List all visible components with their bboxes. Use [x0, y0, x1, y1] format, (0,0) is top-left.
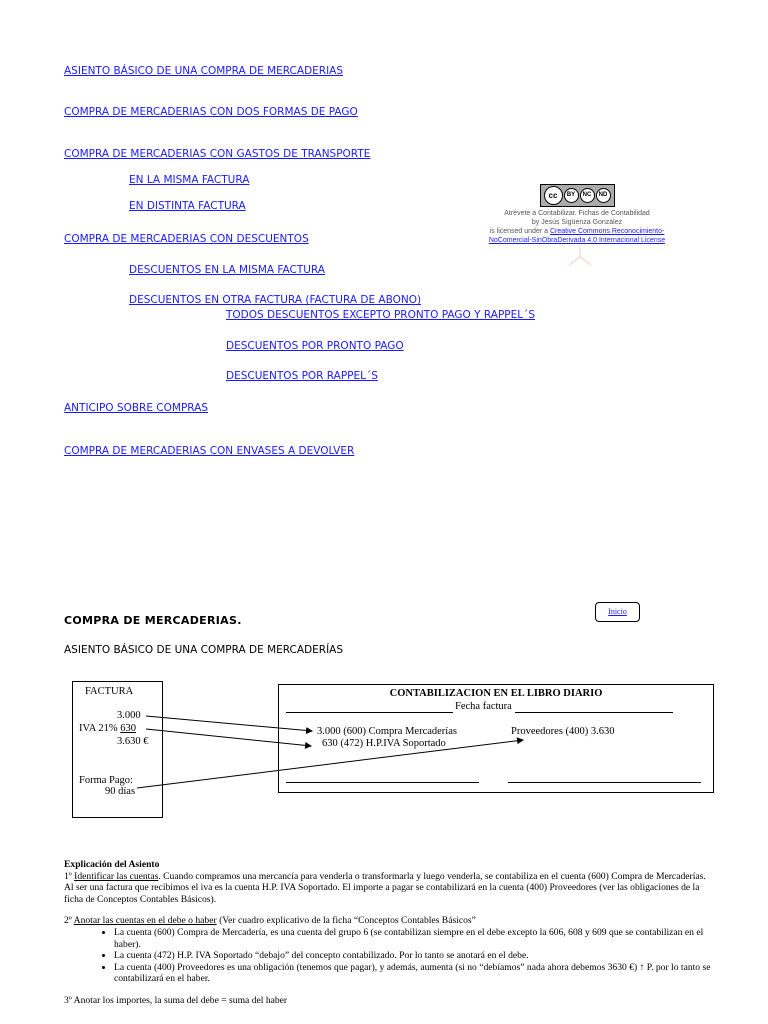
nc-icon: NC: [580, 188, 595, 203]
toc-link-dos-formas-pago[interactable]: COMPRA DE MERCADERIAS CON DOS FORMAS DE PAGO: [64, 106, 358, 118]
arrow-base-to-compras: [146, 716, 312, 731]
toc-link-asiento-basico[interactable]: ASIENTO BÁSICO DE UNA COMPRA DE MERCADERIAS: [64, 65, 344, 77]
explanation-step-2: [64, 915, 714, 927]
diario-title: CONTABILIZACION EN EL LIBRO DIARIO: [389, 688, 603, 699]
step-1-heading: Identificar las cuentas: [74, 870, 159, 882]
toc-link-gastos-transporte[interactable]: COMPRA DE MERCADERIAS CON GASTOS DE TRANSPORTE: [64, 148, 371, 160]
bullet-item: • La cuenta (472) H.P. IVA Soportado “debajo” del concepto contabilizado. Por lo tanto se anotará en el debe.: [114, 950, 714, 962]
factura-iva-value: 630: [120, 723, 136, 734]
toc-link-todos-descuentos[interactable]: TODOS DESCUENTOS EXCEPTO PRONTO PAGO Y RAPPEL´S: [226, 309, 536, 321]
toc-link-descuentos-misma-factura[interactable]: DESCUENTOS EN LA MISMA FACTURA: [129, 264, 325, 276]
asiento-haber-1: Proveedores (400) 3.630: [511, 726, 615, 737]
toc-link-pronto-pago[interactable]: DESCUENTOS POR PRONTO PAGO: [226, 340, 404, 352]
asiento-debe-1: 3.000 (600) Compra Mercaderías: [317, 726, 457, 737]
factura-iva-label: IVA 21%: [79, 723, 118, 734]
factura-base: 3.000: [117, 710, 141, 721]
explanation-step-1: [64, 871, 714, 906]
license-line-2: by Jesús Sigüenza González: [531, 219, 623, 226]
section-subtitle: ASIENTO BÁSICO DE UNA COMPRA DE MERCADERÍAS: [64, 644, 344, 656]
step-2-num: 2º: [64, 915, 74, 927]
license-link[interactable]: Creative Commons Reconocimiento-NoComercial-SinObraDerivada 4.0 Internacional License: [488, 228, 666, 244]
cc-icon: cc: [544, 186, 563, 205]
factura-title: FACTURA: [85, 686, 134, 697]
by-icon: BY: [564, 188, 579, 203]
section-title-dot: .: [237, 614, 242, 627]
license-line-1: Atrévete a Contabilizar. Fichas de Contabilidad: [504, 210, 650, 217]
explanation-step-3: 3º Anotar los importes, la suma del debe = suma del haber: [64, 994, 288, 1006]
toc-link-descuentos[interactable]: COMPRA DE MERCADERIAS CON DESCUENTOS: [64, 233, 309, 245]
inicio-button[interactable]: Inicio: [595, 602, 640, 622]
arrow-pago-to-proveedores: [137, 740, 523, 788]
bullet-item: • La cuenta (400) Proveedores es una obligación (tenemos que pagar), y además, aumenta (si no “debíamos” nada ahora debemos 3630 €) ↑ P. por lo tanto se contabilizará en el haber.: [114, 962, 714, 985]
bullet-item: • La cuenta (600) Compra de Mercadería, es una cuenta del grupo 6 (se contabilizan siempre en el debe excepto la 606, 608 y 609 que se contabilizan en el haber).: [114, 927, 714, 950]
step-2-text: (Ver cuadro explicativo de la ficha “Conceptos Contables Básicos”: [216, 915, 476, 927]
arrow-iva-to-soportado: [146, 729, 311, 746]
nd-icon: ND: [596, 188, 611, 203]
section-title-text: COMPRA DE MERCADERIAS: [64, 614, 238, 627]
explanation-title: Explicación del Asiento: [64, 859, 160, 870]
toc-link-anticipo[interactable]: ANTICIPO SOBRE COMPRAS: [64, 402, 209, 414]
step-1-num: 1º: [64, 870, 75, 882]
license-prefix: is licensed under a: [489, 228, 550, 235]
toc-link-misma-factura[interactable]: EN LA MISMA FACTURA: [129, 174, 250, 186]
toc-link-envases[interactable]: COMPRA DE MERCADERIAS CON ENVASES A DEVOLVER: [64, 445, 355, 457]
fecha-factura: Fecha factura: [455, 701, 512, 712]
factura-total: 3.630 €: [117, 736, 149, 747]
toc-link-rappels[interactable]: DESCUENTOS POR RAPPEL´S: [226, 370, 378, 382]
forma-pago-label: Forma Pago:: [79, 775, 133, 786]
explanation-block: [64, 859, 714, 1007]
forma-pago-value: 90 días: [105, 786, 136, 797]
step-1-text: . Cuando compramos una mercancía para venderla o transformarla y luego venderla, se contabiliza en el cuenta (600) Compra de Mercaderías. Al ser una factura que recibimos el iva es la cuenta H.P. IVA Soportado. El importe a pagar se contabilizará en la cuenta (400) Proveedores (ver las obligaciones de la ficha de Conceptos Contables Básicos).: [64, 870, 706, 905]
asiento-debe-2: 630 (472) H.P.IVA Soportado: [322, 738, 446, 749]
toc-link-descuentos-otra-factura[interactable]: DESCUENTOS EN OTRA FACTURA (FACTURA DE ABONO): [129, 294, 422, 306]
explanation-bullets: [64, 927, 714, 985]
step-2-heading: Anotar las cuentas en el debe o haber: [73, 915, 217, 927]
toc-link-distinta-factura[interactable]: EN DISTINTA FACTURA: [129, 200, 246, 212]
